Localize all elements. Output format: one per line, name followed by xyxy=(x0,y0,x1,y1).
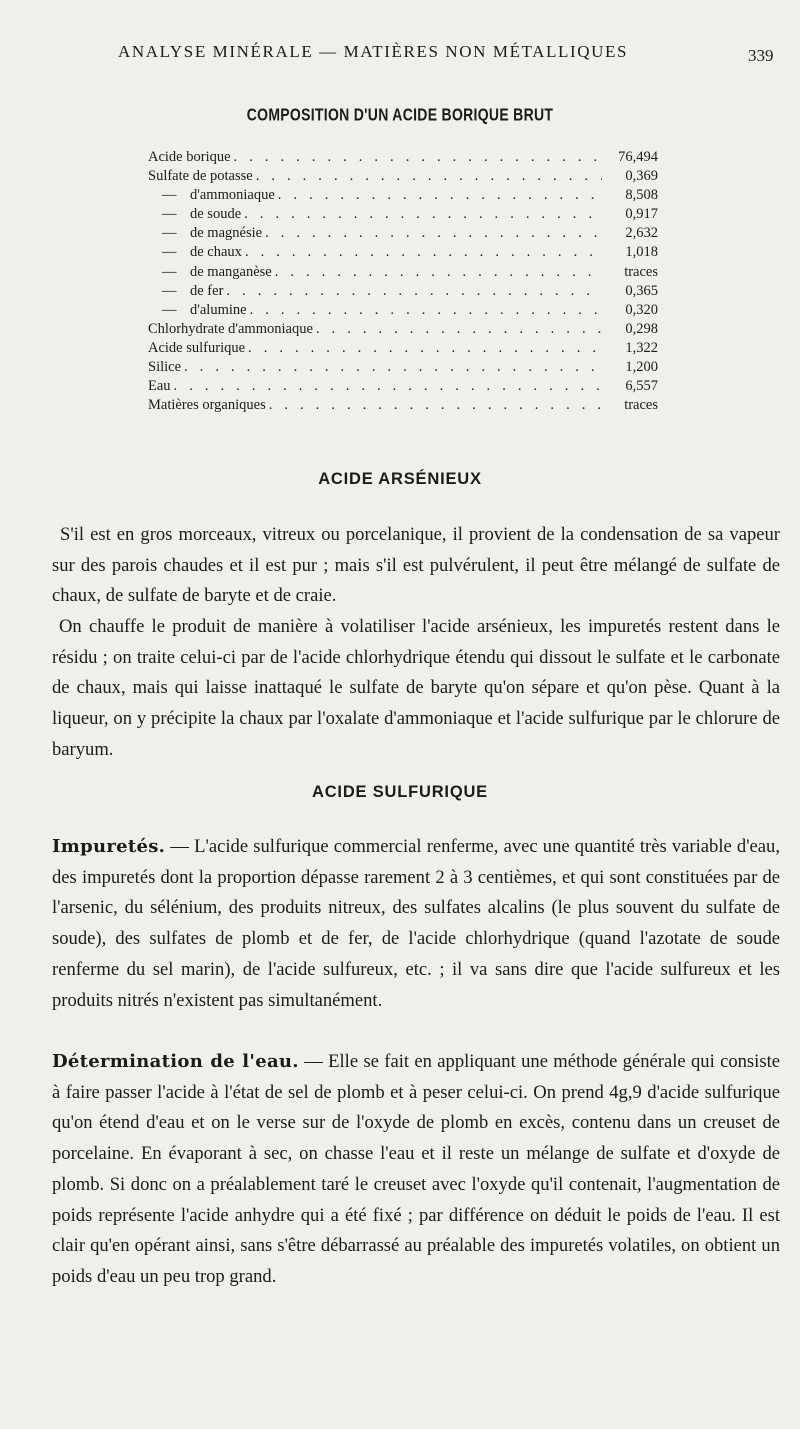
composition-row xyxy=(148,243,658,262)
component-value: 0,917 xyxy=(625,206,658,223)
composition-row xyxy=(148,167,658,186)
composition-row xyxy=(148,339,658,358)
ditto-dash: — xyxy=(162,187,177,204)
dot-leader xyxy=(248,339,602,358)
composition-row xyxy=(148,358,658,377)
ditto-dash: — xyxy=(162,263,177,280)
composition-table-title: COMPOSITION D'UN ACIDE BORIQUE BRUT xyxy=(246,104,554,124)
impuretes-text: — L'acide sulfurique commercial renferme, avec une quantité très variable d'eau, des impuretés dont la proportion dépasse rarement 2 à 3 centièmes, et qui sont constituées par de l'arsenic, du sélénium, des produits nitreux, des sulfates alcalins (le plus souvent du sulfate de soude), des sulfates de plomb et de fer, de l'acide chlorhydrique (quand l'azotate de soude renferme du sel marin), de l'acide sulfureux, etc. ; il va sans dire que l'acide sulfureux et les produits nitrés n'existent pas simultanément. xyxy=(52,836,780,1011)
component-value: 0,298 xyxy=(625,320,658,337)
component-value: 1,018 xyxy=(625,244,658,261)
component-value: 2,632 xyxy=(625,225,658,242)
dot-leader xyxy=(226,282,602,301)
component-name: Acide borique xyxy=(148,149,231,165)
heading-acide-arsenieux: ACIDE ARSÉNIEUX xyxy=(318,470,482,488)
composition-row xyxy=(148,282,658,301)
dot-leader xyxy=(278,186,602,205)
running-head: ANALYSE MINÉRALE — MATIÈRES NON MÉTALLIQUES xyxy=(118,42,629,61)
composition-row xyxy=(148,263,658,282)
component-name: Silice xyxy=(148,359,182,376)
component-name: Acide sulfurique xyxy=(148,339,246,356)
ditto-dash: — xyxy=(162,301,177,318)
ditto-dash: — xyxy=(162,244,177,261)
determination-eau-lead: Détermination de l'eau. xyxy=(52,1051,299,1072)
page-number: 339 xyxy=(748,46,774,65)
composition-table xyxy=(148,148,658,415)
ditto-dash: — xyxy=(162,282,177,299)
paragraph-impuretes xyxy=(52,832,780,1016)
component-name: de manganèse xyxy=(190,263,272,280)
component-name: de soude xyxy=(190,206,242,223)
dot-leader xyxy=(256,167,602,186)
component-name: Matières organiques xyxy=(148,397,266,414)
component-value: 6,557 xyxy=(625,378,658,395)
dot-leader xyxy=(269,396,602,415)
dot-leader xyxy=(245,243,602,262)
determination-eau-text: — Elle se fait en appliquant une méthode générale qui consiste à faire passer l'acide à l'état de sel de plomb et à peser celui-ci. On prend 4g,9 d'acide sulfurique qu'on étend d'eau et on le verse sur de l'oxyde de plomb en excès, contenu dans un creuset de porcelaine. En évaporant à sec, on chasse l'eau et il reste un mélange de sulfate et d'oxyde de plomb. Si donc on a préalablement taré le creuset avec l'oxyde qu'il contenait, l'augmentation de poids représente l'acide anhydre qui a été fixé ; par différence on déduit le poids de l'eau. Il est clair qu'en opérant ainsi, sans s'être débarrassé au préalable des impuretés volatiles, on obtient un poids d'eau un peu trop grand. xyxy=(52,1051,780,1287)
component-value: 1,322 xyxy=(625,339,658,356)
component-name: Chlorhydrate d'ammoniaque xyxy=(148,320,313,337)
ditto-dash: — xyxy=(162,206,177,223)
composition-row xyxy=(148,377,658,396)
composition-row xyxy=(148,320,658,339)
component-name: Sulfate de potasse xyxy=(148,168,253,185)
dot-leader xyxy=(316,320,602,339)
composition-row xyxy=(148,224,658,243)
component-value: traces xyxy=(624,397,658,414)
composition-row xyxy=(148,301,658,320)
composition-row xyxy=(148,205,658,224)
dot-leader xyxy=(265,224,602,243)
heading-acide-sulfurique: ACIDE SULFURIQUE xyxy=(312,783,488,801)
composition-row xyxy=(148,148,658,167)
dot-leader xyxy=(275,263,602,282)
component-name: Eau xyxy=(148,378,171,395)
paragraph-determination-eau xyxy=(52,1047,780,1293)
component-value: 8,508 xyxy=(625,187,658,204)
component-value: 0,320 xyxy=(625,301,658,318)
composition-row xyxy=(148,186,658,205)
component-value: 76,494 xyxy=(618,149,658,165)
component-value: 0,365 xyxy=(625,282,658,299)
ditto-dash: — xyxy=(162,225,177,242)
dot-leader xyxy=(174,377,602,396)
component-name: de magnésie xyxy=(190,225,263,242)
component-value: traces xyxy=(624,263,658,280)
component-name: d'ammoniaque xyxy=(190,187,275,204)
paragraph-arsenieux-1: S'il est en gros morceaux, vitreux ou porcelanique, il provient de la condensation de sa vapeur sur des parois chaudes et il est pur ; mais s'il est pulvérulent, il peut être mélangé de sulfate de chaux, de sulfate de baryte et de craie. xyxy=(52,524,780,607)
component-value: 0,369 xyxy=(625,168,658,185)
component-name: de fer xyxy=(190,282,224,299)
component-value: 1,200 xyxy=(625,359,658,376)
component-name: d'alumine xyxy=(190,301,247,318)
composition-row xyxy=(148,396,658,415)
dot-leader xyxy=(244,205,602,224)
paragraph-arsenieux-2: On chauffe le produit de manière à volatiliser l'acide arsénieux, les impuretés restent dans le résidu ; on traite celui-ci par de l'acide chlorhydrique étendu qui dissout le sulfate et le carbonate de chaux, mais qui laisse inattaqué le sulfate de baryte qu'on sépare et qu'on pèse. Quant à la liqueur, on y précipite la chaux par l'oxalate d'ammoniaque et l'acide sulfurique par le chlorure de baryum. xyxy=(52,616,780,760)
component-name: de chaux xyxy=(190,244,242,261)
dot-leader xyxy=(234,148,602,167)
impuretes-lead: Impuretés. xyxy=(52,836,166,857)
dot-leader xyxy=(184,358,602,377)
dot-leader xyxy=(250,301,602,320)
